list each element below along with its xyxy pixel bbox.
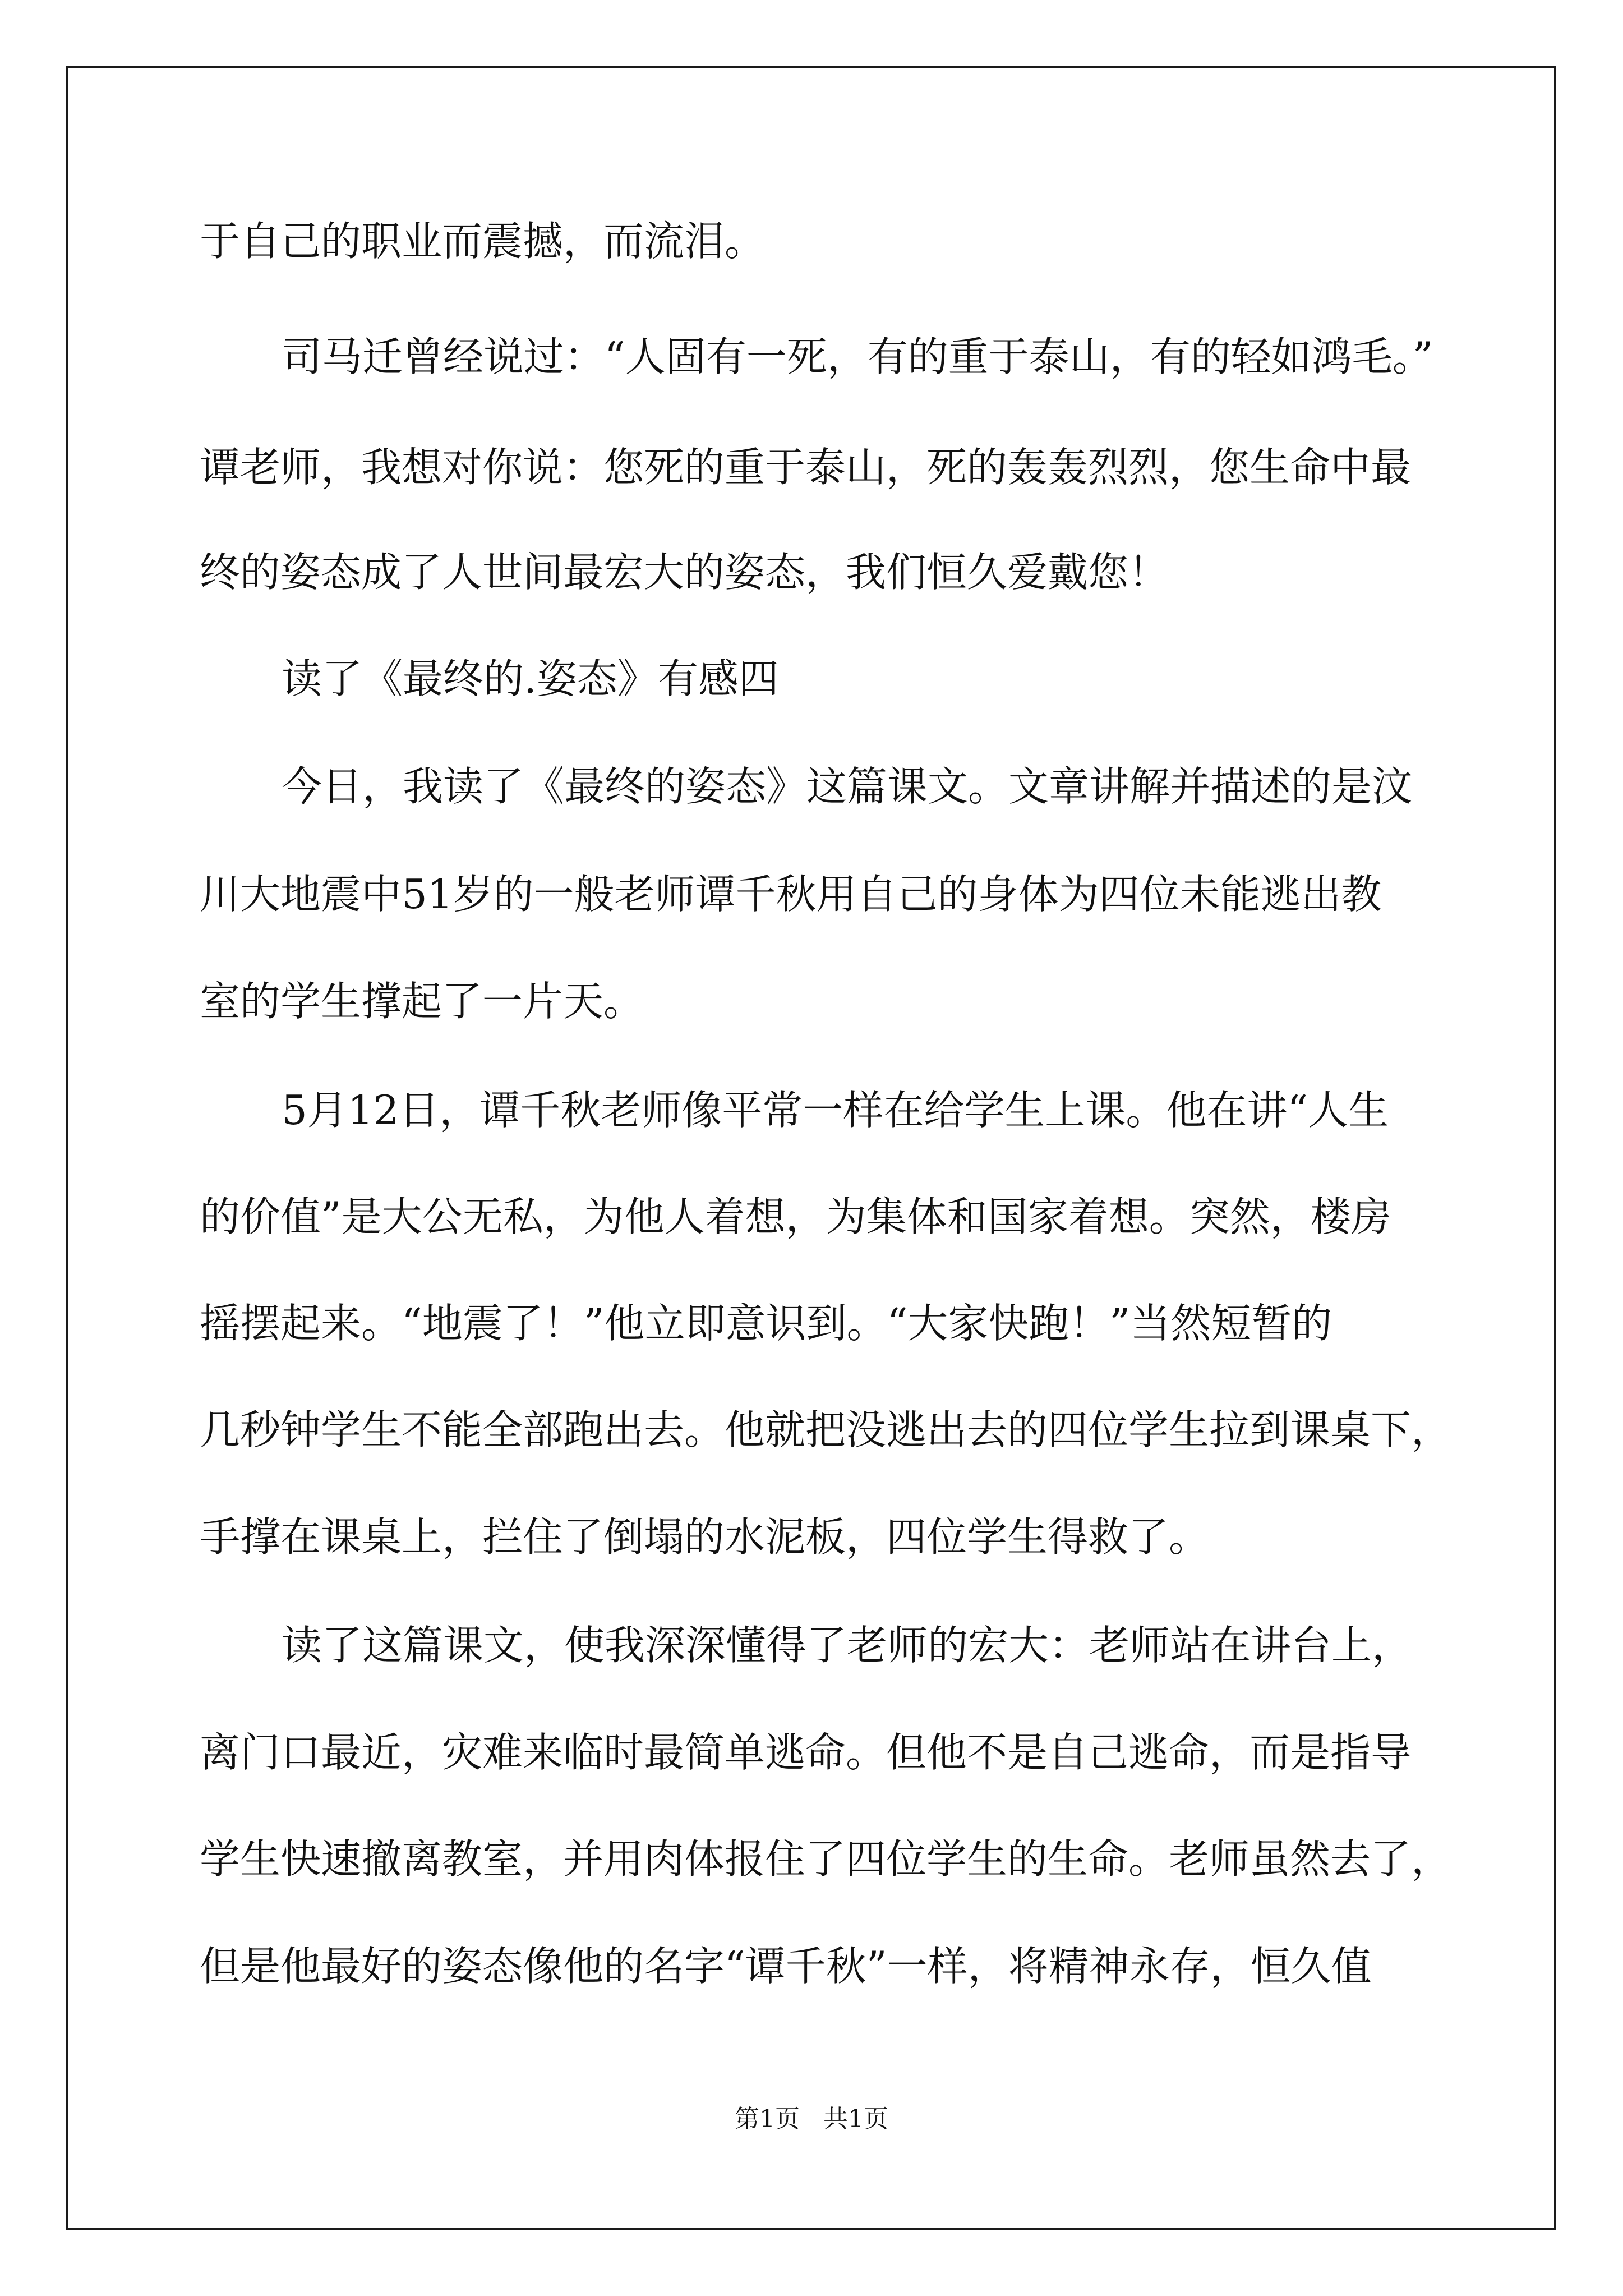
section-heading: 读了《最终的.姿态》有感四 — [282, 655, 779, 702]
text-line: 摇摆起来。“地震了！”他立即意识到。“大家快跑！”当然短暂的 — [200, 1300, 1332, 1347]
text-line: 手撑在课桌上，拦住了倒塌的水泥板，四位学生得救了。 — [200, 1513, 1210, 1561]
text-line: 的价值”是大公无私，为他人着想，为集体和国家着想。突然，楼房 — [200, 1193, 1391, 1240]
text-line: 但是他最好的姿态像他的名字“谭千秋”一样，将精神永存，恒久值 — [200, 1943, 1372, 1990]
paragraph-start: 5月12日，谭千秋老师像平常一样在给学生上课。他在讲“人生 — [282, 1087, 1389, 1134]
paragraph-start: 今日，我读了《最终的姿态》这篇课文。文章讲解并描述的是汶 — [282, 763, 1413, 810]
page-border — [66, 66, 1556, 2230]
paragraph-start: 读了这篇课文，使我深深懂得了老师的宏大：老师站在讲台上， — [282, 1622, 1413, 1669]
text-line: 川大地震中51岁的一般老师谭千秋用自己的身体为四位未能逃出教 — [200, 871, 1382, 918]
text-line: 于自己的职业而震撼，而流泪。 — [200, 218, 766, 265]
page-number: 第1页 — [735, 2105, 800, 2133]
paragraph-start: 司马迁曾经说过：“人固有一死，有的重于泰山，有的轻如鸿毛。” — [282, 333, 1433, 380]
text-line: 谭老师，我想对你说：您死的重于泰山，死的轰轰烈烈，您生命中最 — [200, 444, 1412, 491]
page-footer — [0, 2102, 1623, 2136]
text-line: 离门口最近，灾难来临时最简单逃命。但他不是自己逃命，而是指导 — [200, 1729, 1412, 1776]
text-line: 学生快速撤离教室，并用肉体报住了四位学生的生命。老师虽然去了， — [200, 1835, 1452, 1883]
page-total: 共1页 — [823, 2105, 888, 2133]
text-line: 室的学生撑起了一片天。 — [200, 978, 644, 1025]
text-line: 几秒钟学生不能全部跑出去。他就把没逃出去的四位学生拉到课桌下， — [200, 1406, 1452, 1453]
text-line: 终的姿态成了人世间最宏大的姿态，我们恒久爱戴您！ — [200, 549, 1169, 596]
